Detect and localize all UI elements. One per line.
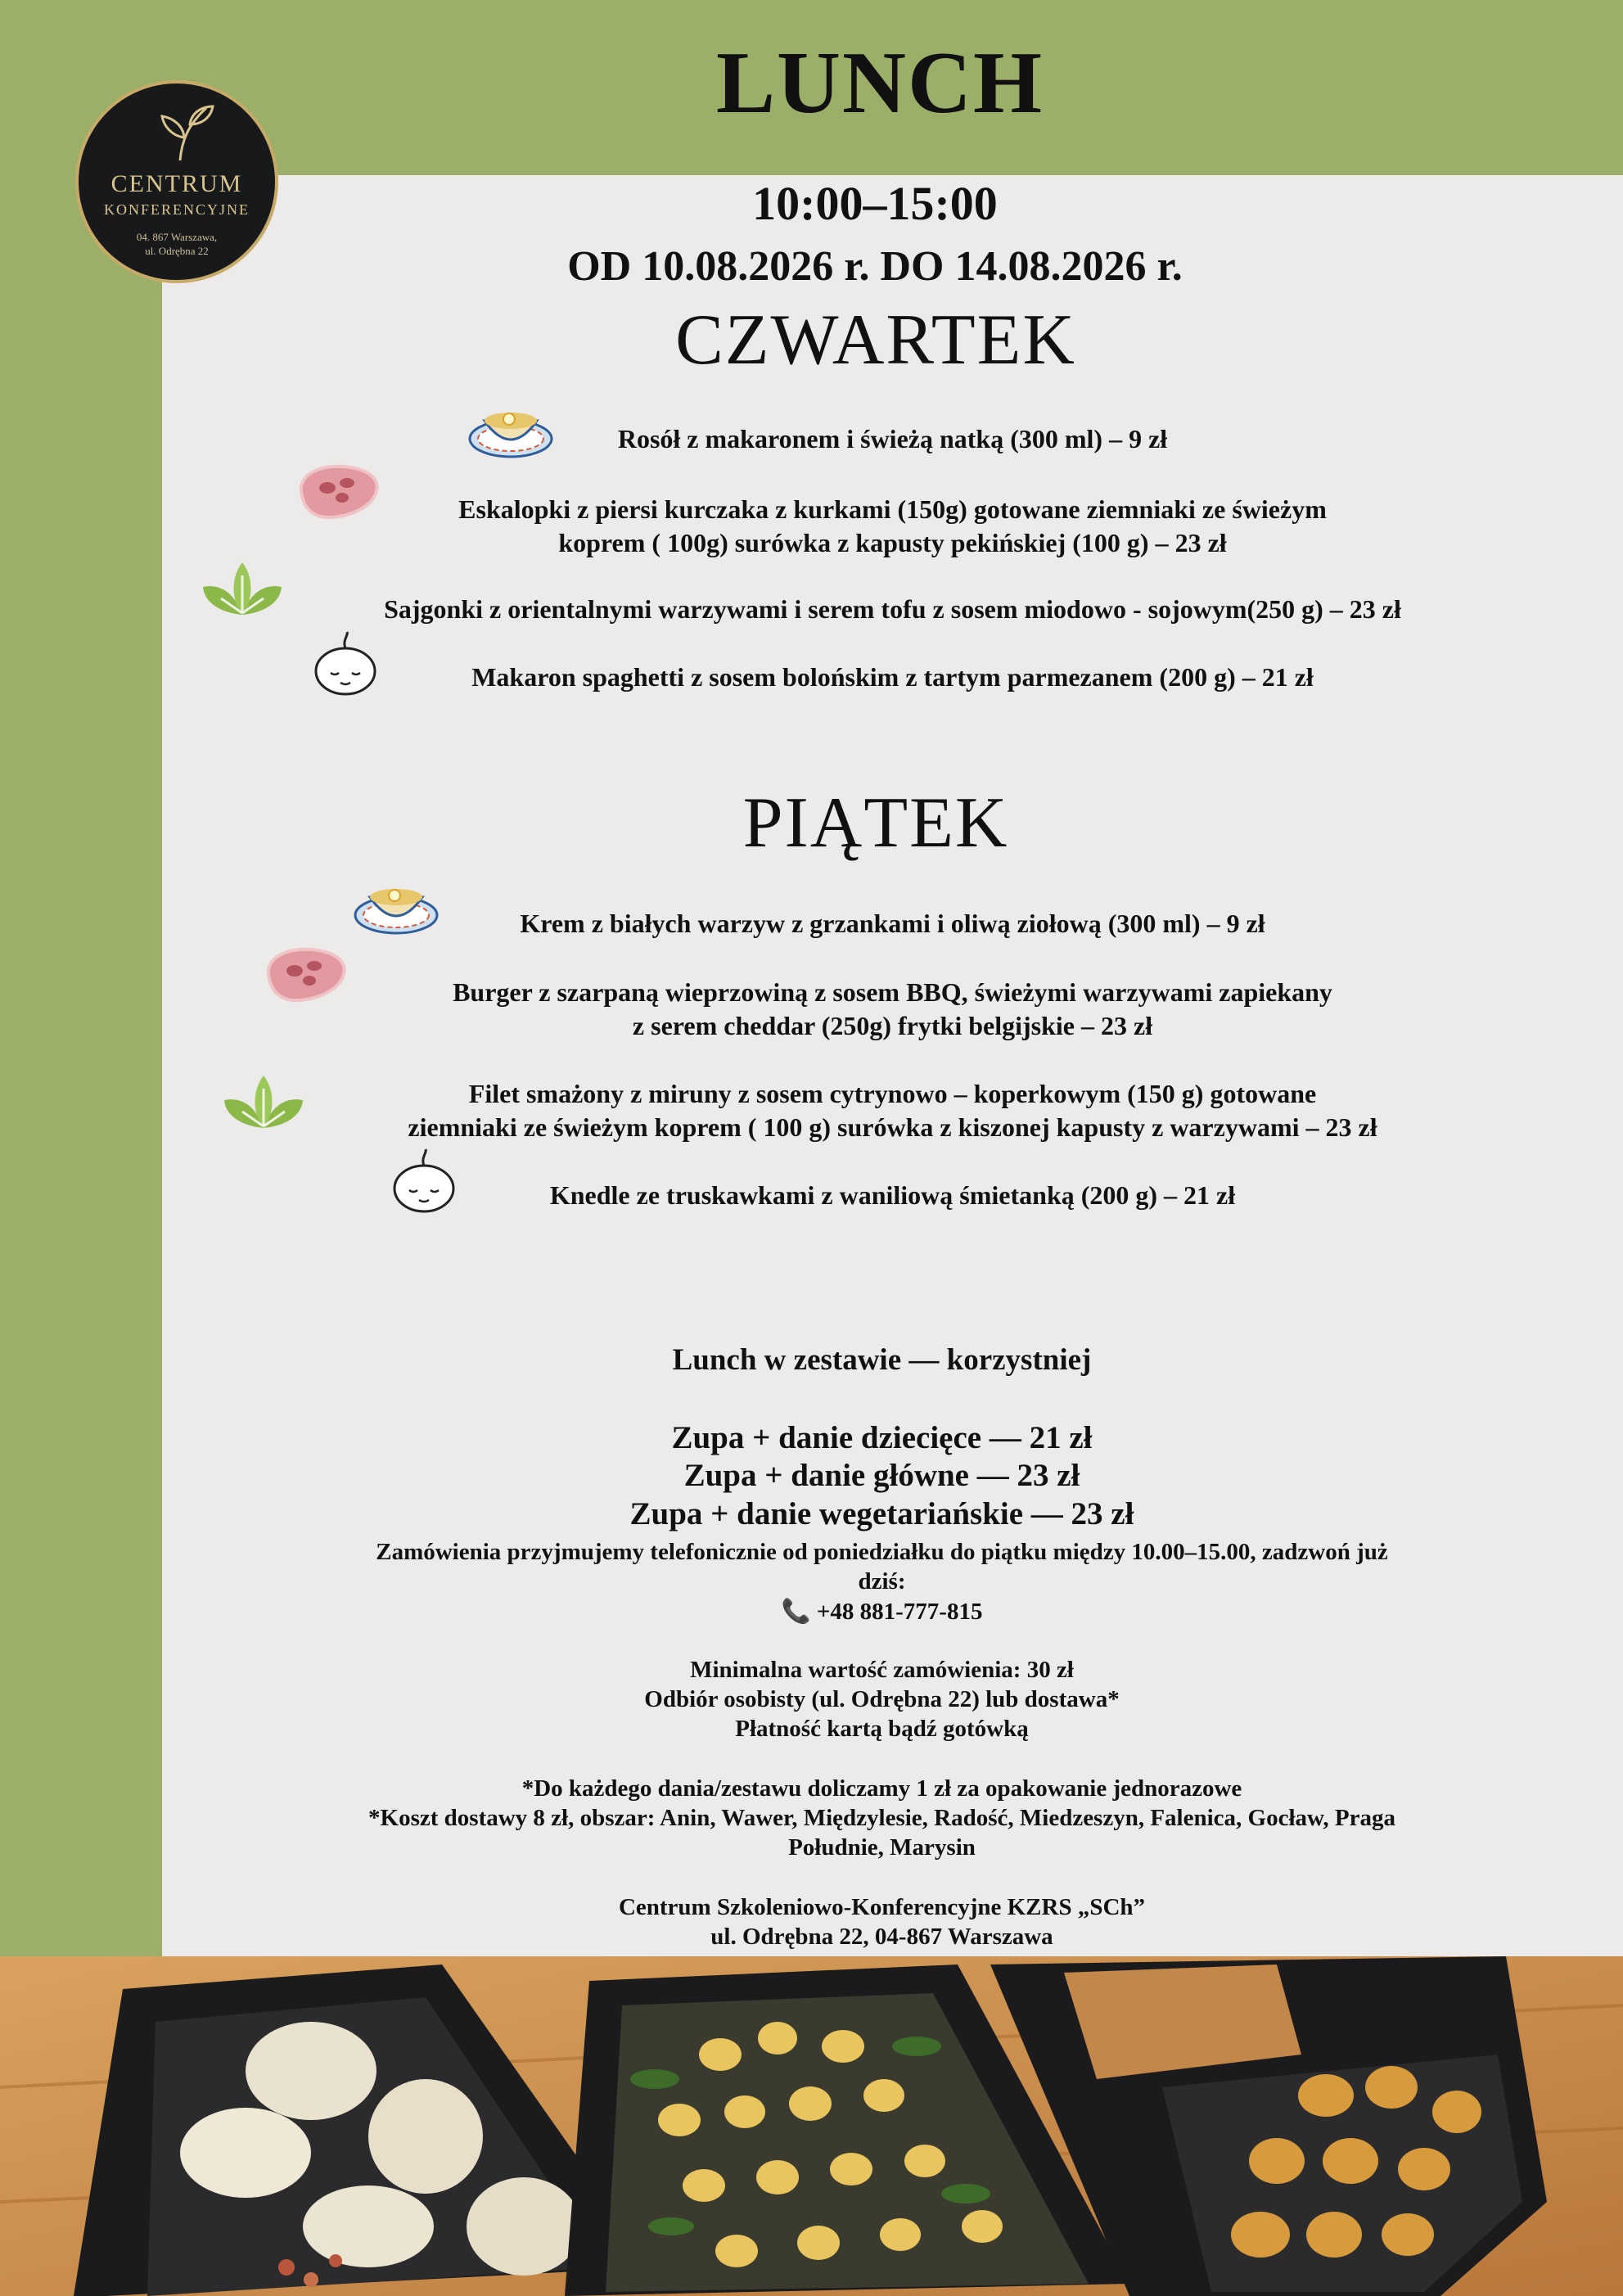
combo-item-1: Zupa + danie dziecięce — 21 zł [671,1420,1093,1455]
combo-item-2: Zupa + danie główne — 23 zł [683,1458,1080,1493]
food-photo [0,1956,1623,2296]
combo-item-3: Zupa + danie wegetariańskie — 23 zł [629,1496,1134,1531]
day-heading-friday: PIĄTEK [742,783,1009,863]
pickup-info: Odbiór osobisty (ul. Odrębna 22) lub dostawa* [644,1686,1120,1712]
food-containers-image [0,1956,1623,2296]
dish-friday-4: Knedle ze truskawkami z waniliową śmietanką (200 g) – 21 zł [549,1180,1236,1210]
combo-title: Lunch w zestawie — korzystniej [672,1343,1092,1377]
logo-line-3: 04. 867 Warszawa, [136,231,218,243]
dish-friday-2: Burger z szarpaną wieprzowiną z sosem BBQ, świeżymi warzywami zapiekany z serem cheddar (250g) frytki belgijskie – 23 zł [453,977,1332,1040]
min-order: Minimalna wartość zamówienia: 30 zł [690,1657,1074,1683]
date-range: OD 10.08.2026 r. DO 14.08.2026 r. [567,243,1183,290]
delivery-note-line-1: *Koszt dostawy 8 zł, obszar: Anin, Wawer, Międzylesie, Radość, Miedzeszyn, Falenica, Gocław, Praga [368,1805,1395,1831]
dish-thursday-1: Rosół z makaronem i świeżą natką (300 ml) – 9 zł [617,424,1168,453]
company-address: ul. Odrębna 22, 04-867 Warszawa [710,1924,1053,1950]
opening-hours: 10:00–15:00 [752,177,998,230]
phone-number[interactable]: 📞 +48 881-777-815 [781,1599,983,1625]
delivery-note-line-2: Południe, Marysin [788,1834,976,1861]
logo-line-1: CENTRUM [110,170,243,197]
dish-thursday-2: Eskalopki z piersi kurczaka z kurkami (150g) gotowane ziemniaki ze świeżym koprem ( 100g) surówka z kapusty pekińskiej (100 g) – 23 zł [458,494,1327,557]
company-name: Centrum Szkoleniowo-Konferencyjne KZRS „SCh” [618,1894,1146,1920]
order-info-line-1: Zamówienia przyjmujemy telefonicznie od poniedziałku do piątku między 10.00–15.00, zadzwoń już [376,1539,1388,1565]
packaging-note: *Do każdego dania/zestawu doliczamy 1 zł za opakowanie jednorazowe [521,1775,1242,1802]
dish-friday-1: Krem z białych warzyw z grzankami i oliwą ziołową (300 ml) – 9 zł [520,909,1265,938]
day-heading-thursday: CZWARTEK [675,300,1076,380]
dish-thursday-4: Makaron spaghetti z sosem bolońskim z tartym parmezanem (200 g) – 21 zł [471,662,1314,692]
payment-info: Płatność kartą bądź gotówką [735,1716,1029,1742]
dish-thursday-3: Sajgonki z orientalnymi warzywami i serem tofu z sosem miodowo - sojowym(250 g) – 23 zł [384,594,1401,624]
logo-line-4: ul. Odrębna 22 [145,245,209,257]
order-info-line-2: dziś: [858,1568,906,1595]
logo-line-2: KONFERENCYJNE [103,201,250,218]
page-title: LUNCH [715,34,1044,132]
dish-friday-3: Filet smażony z miruny z sosem cytrynowo – koperkowym (150 g) gotowane ziemniaki ze świeżym koprem ( 100 g) surówka z kiszonej kapusty z warzywami – 23 zł [408,1079,1377,1142]
